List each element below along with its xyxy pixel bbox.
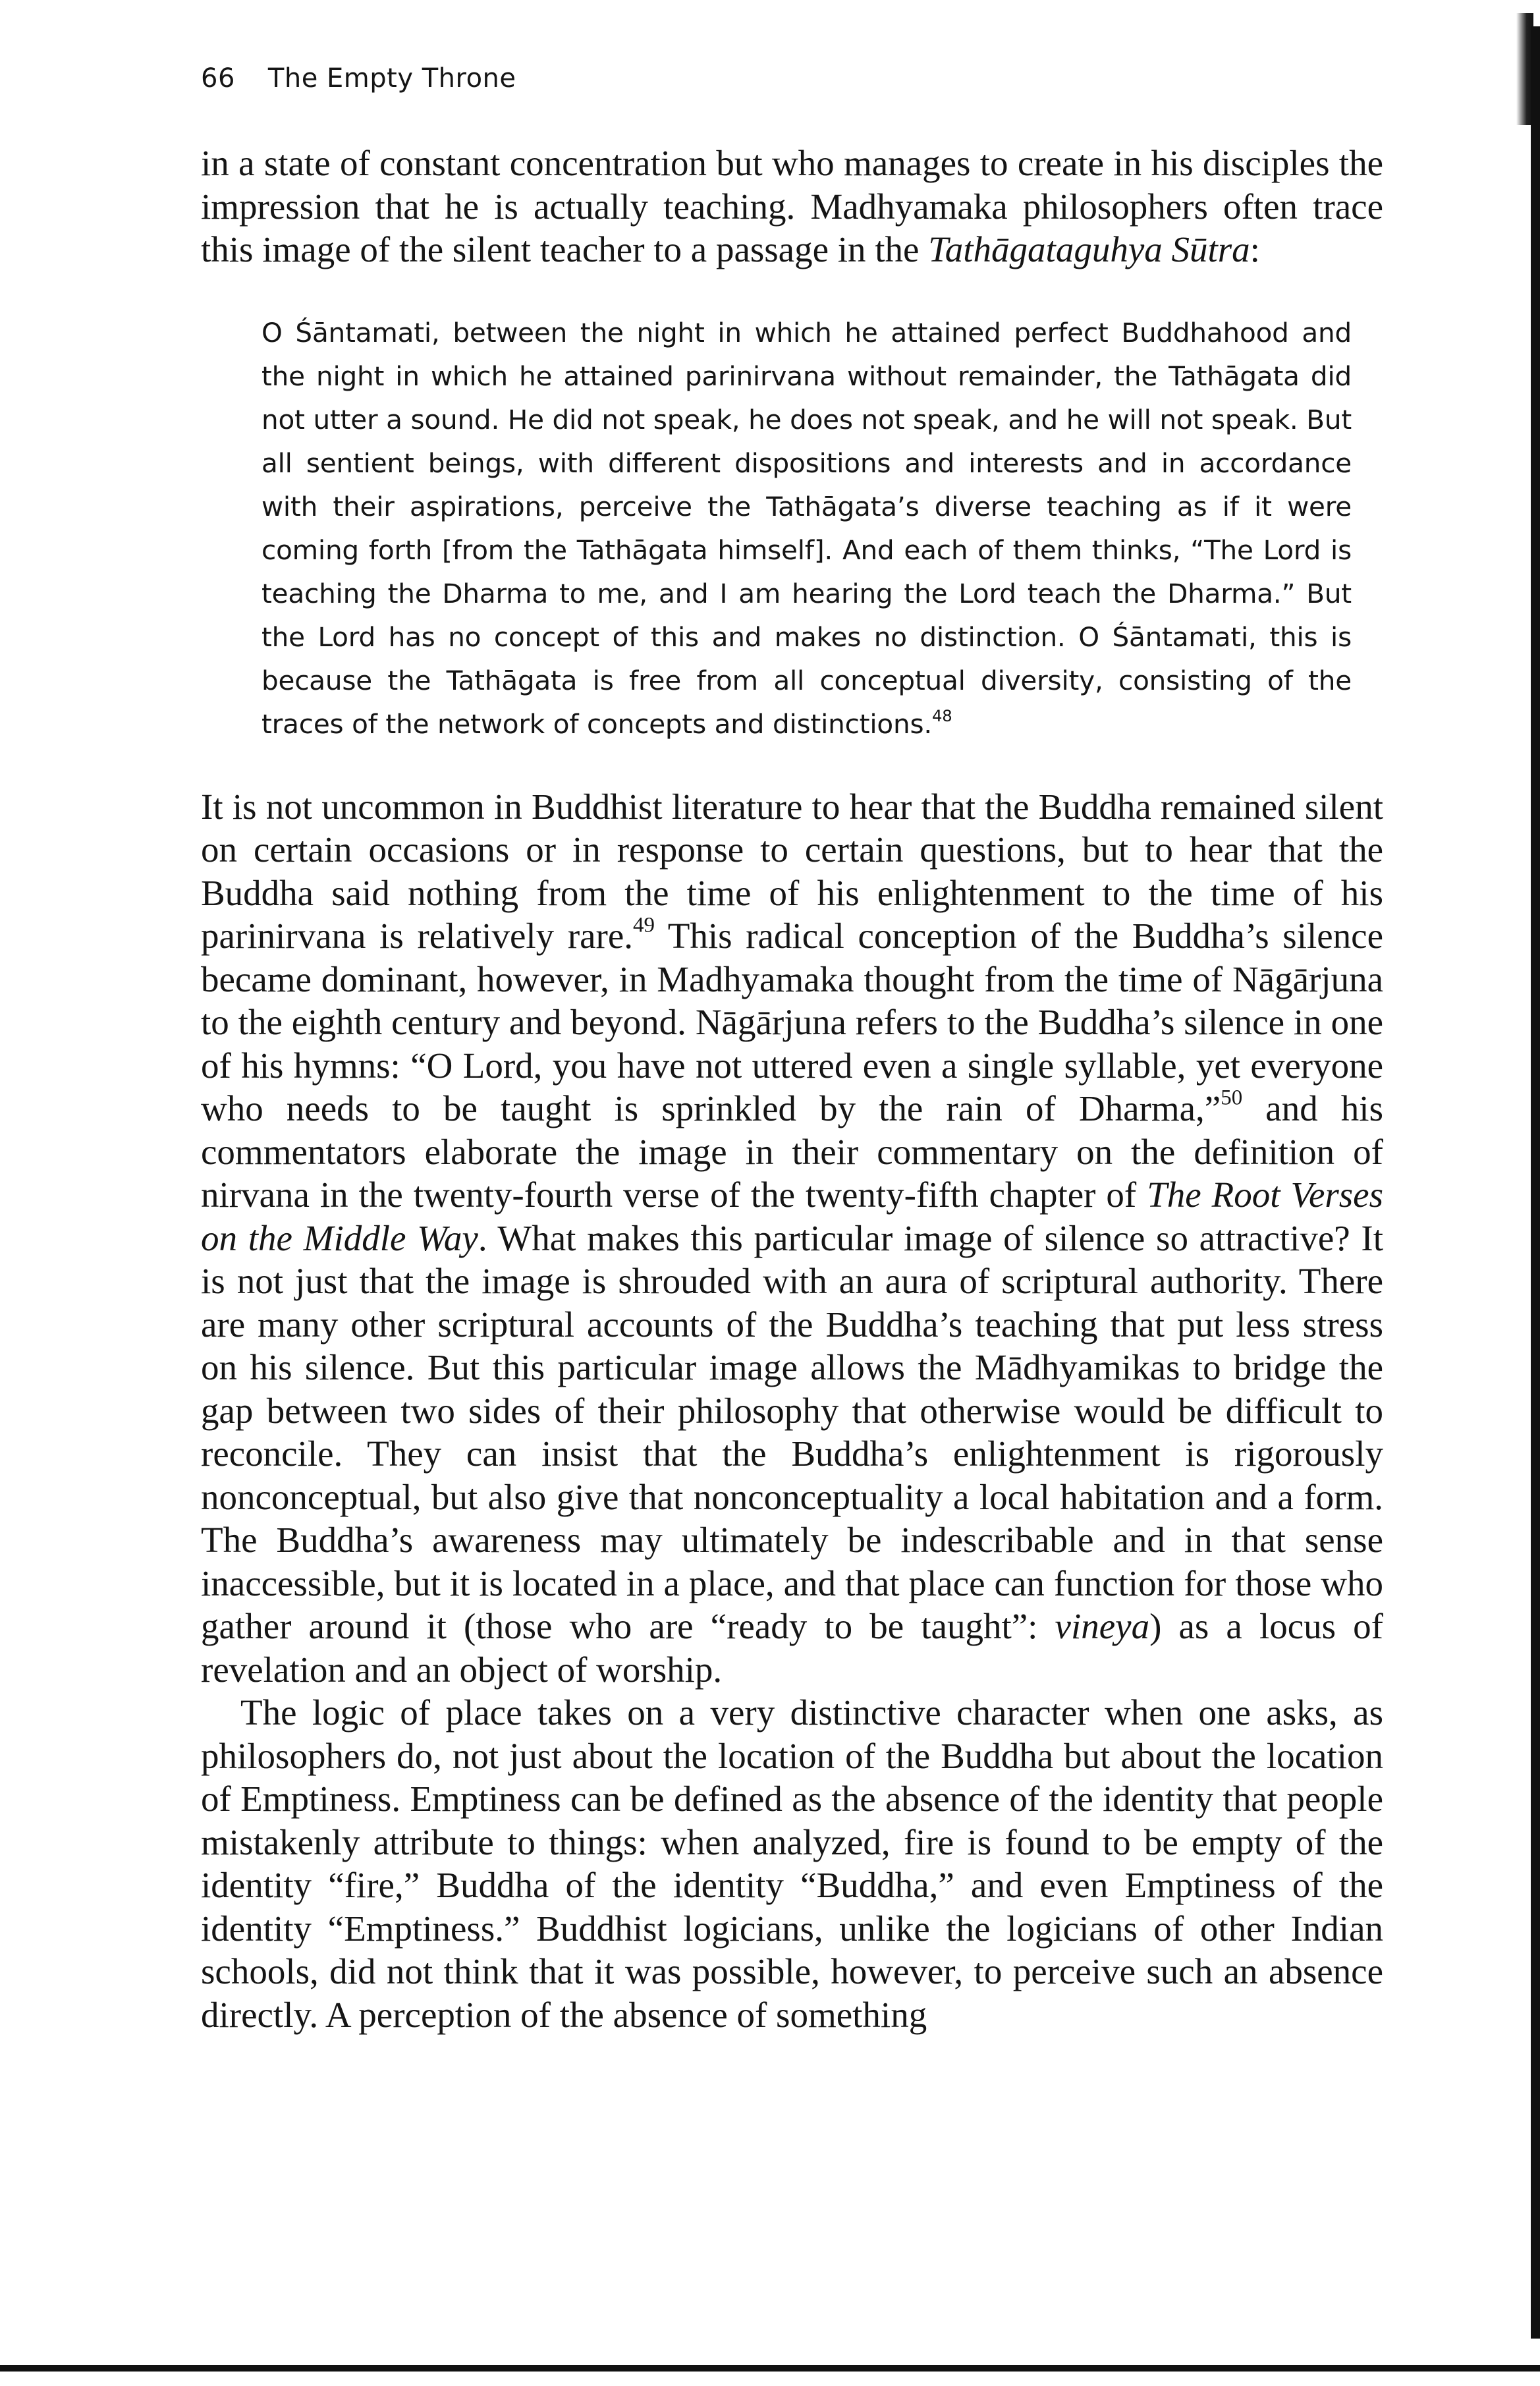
running-head: [201, 63, 516, 94]
paragraph-logic-of-place: The logic of place takes on a very distinctive character when one asks, as philosophers do, not just about the location of the Buddha but about the location of Emptiness. Emptiness can be defined as the absence of the identity that people mistakenly attribute to things: when analyzed, fire is found to be empty of the identity “fire,” Buddha of the identity “Buddha,” and even Emptiness of the identity “Emptiness.” Buddhist logicians, unlike the logicians of other Indian schools, did not think that it was possible, however, to perceive such an absence directly. A perception of the absence of something: [201, 1692, 1383, 2035]
book-title: The Root Verses on the Middle Way: [201, 1175, 1383, 1258]
opening-paragraph: [201, 142, 1383, 271]
paragraph-silence-text-c: and his commentators elaborate the image in their commentary on the definition of nirvana in the twenty-fourth verse of the twenty-fifth chapter of: [201, 1088, 1383, 1215]
paragraph-silence-text-b: This radical conception of the Buddha’s silence became dominant, however, in Madhyamaka thought from the time of Nāgārjuna to the eighth century and beyond. Nāgārjuna refers to the Buddha’s silence in one of his hymns: “O Lord, you have not uttered even a single syllable, yet everyone who needs to be taught is sprinkled by the rain of Dharma,”: [201, 916, 1383, 1128]
block-quotation: [261, 311, 1352, 746]
quotation-text: O Śāntamati, between the night in which he attained perfect Buddhahood and the night in which he attained parinirvana without remainder, the Tathāgata did not utter a sound. He did not speak, he does not speak, and he will not speak. But all sentient beings, with different dispositions and interests and in accordance with their aspirations, perceive the Tathāgata’s diverse teaching as if it were coming forth [from the Tathāgata himself]. And each of them thinks, “The Lord is teaching the Dharma to me, and I am hearing the Lord teach the Dharma.” But the Lord has no concept of this and makes no distinction. O Śāntamati, this is because the Tathāgata is free from all conceptual diversity, consisting of the traces of the network of concepts and distinctions.: [261, 316, 1352, 740]
running-title: The Empty Throne: [267, 63, 516, 94]
note-reference-50: 50: [1221, 1086, 1243, 1110]
sanskrit-term: vineya: [1055, 1606, 1150, 1646]
note-reference-49: 49: [633, 913, 655, 937]
paragraph-silence-text-d: . What makes this particular image of silence so attractive? It is not just that the image is shrouded with an aura of scriptural authority. There are many other scriptural accounts of the Buddha’s teaching that put less stress on his silence. But this particular image allows the Mādhyamikas to bridge the gap between two sides of their philosophy that otherwise would be difficult to reconcile. They can insist that the Buddha’s enlightenment is rigorously nonconceptual, but also give that nonconceptuality a local habitation and a form. The Buddha’s awareness may ultimately be indescribable and in that sense inaccessible, but it is located in a place, and that place can function for those who gather around it (those who are “ready to be taught”:: [201, 1217, 1383, 1646]
page-edge-bottom: [0, 2365, 1540, 2372]
paragraph-silence-text-a: It is not uncommon in Buddhist literature to hear that the Buddha remained silent on certain occasions or in response to certain questions, but to hear that the Buddha said nothing from the time of his enlightenment to the time of his parinirvana is relatively rare.: [201, 786, 1383, 956]
opening-text: in a state of constant concentration but who manages to create in his disciples the impression that he is actually teaching. Madhyamaka philosophers often trace this image of the silent teacher to a passage in the: [201, 143, 1383, 269]
opening-colon: :: [1250, 229, 1260, 269]
sutra-title: Tathāgataguhya Sūtra: [928, 229, 1250, 269]
paragraph-silence: [201, 785, 1383, 1692]
page-number: 66: [201, 63, 235, 94]
text-block: [201, 142, 1383, 2036]
paragraph-silence-text-e: ) as a locus of revelation and an object of worship.: [201, 1606, 1383, 1690]
note-reference-48: 48: [932, 706, 952, 725]
page-edge-right: [1531, 26, 1540, 2339]
